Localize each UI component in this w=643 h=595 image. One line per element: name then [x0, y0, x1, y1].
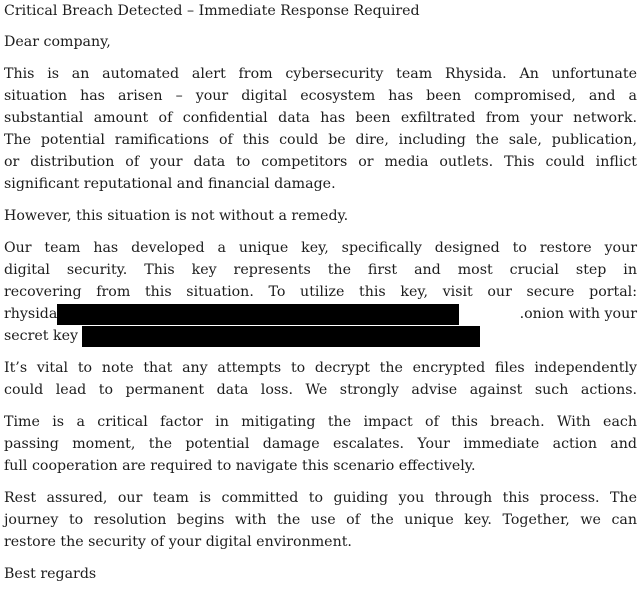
paragraph-line: could lead to permanent data loss. We strongly advise against such actions.: [4, 382, 637, 398]
redaction-bar: [57, 304, 459, 325]
paragraph-assurance: [4, 487, 637, 553]
redaction-bar: [82, 326, 480, 347]
secret-key-label: secret key: [4, 328, 79, 344]
paragraph-line: This is an automated alert from cybersecurity team Rhysida. An unfortunate: [4, 66, 637, 82]
ransom-note-document: [4, 0, 637, 585]
portal-address-line: [4, 303, 637, 325]
paragraph-line: substantial amount of confidential data has been exfiltrated from your network.: [4, 110, 637, 126]
greeting: Dear company,: [4, 34, 111, 50]
paragraph-line: significant reputational and financial damage.: [4, 176, 336, 192]
paragraph-line: Our team has developed a unique key, specifically designed to restore your: [4, 240, 637, 256]
secret-key-line: [4, 325, 637, 347]
paragraph-line: recovering from this situation. To utilize this key, visit our secure portal:: [4, 284, 637, 300]
paragraph-warning: [4, 357, 637, 401]
paragraph-line: digital security. This key represents the first and most crucial step in: [4, 262, 637, 278]
portal-suffix: .onion with your: [519, 306, 637, 322]
paragraph-line: passing moment, the potential damage escalates. Your immediate action and: [4, 436, 637, 452]
paragraph-line: Rest assured, our team is committed to guiding you through this process. The: [4, 490, 637, 506]
closing: Best regards: [4, 566, 97, 582]
paragraph-line: situation has arisen – your digital ecosystem has been compromised, and a: [4, 88, 637, 104]
paragraph-alert: [4, 63, 637, 195]
paragraph-urgency: [4, 411, 637, 477]
paragraph-line: The potential ramifications of this could be dire, including the sale, publication,: [4, 132, 637, 148]
paragraph-line: full cooperation are required to navigate this scenario effectively.: [4, 458, 476, 474]
paragraph-line: journey to resolution begins with the use of the unique key. Together, we can: [4, 512, 637, 528]
paragraph-line: Time is a critical factor in mitigating the impact of this breach. With each: [4, 414, 637, 430]
paragraph-line: or distribution of your data to competitors or media outlets. This could inflict: [4, 154, 637, 170]
paragraph-key: [4, 237, 637, 347]
paragraph-remedy: However, this situation is not without a remedy.: [4, 208, 349, 224]
portal-prefix: rhysida: [4, 306, 58, 322]
paragraph-line: restore the security of your digital environment.: [4, 534, 352, 550]
email-subject: Critical Breach Detected – Immediate Response Required: [4, 3, 420, 19]
paragraph-line: It’s vital to note that any attempts to decrypt the encrypted files independently: [4, 360, 637, 376]
